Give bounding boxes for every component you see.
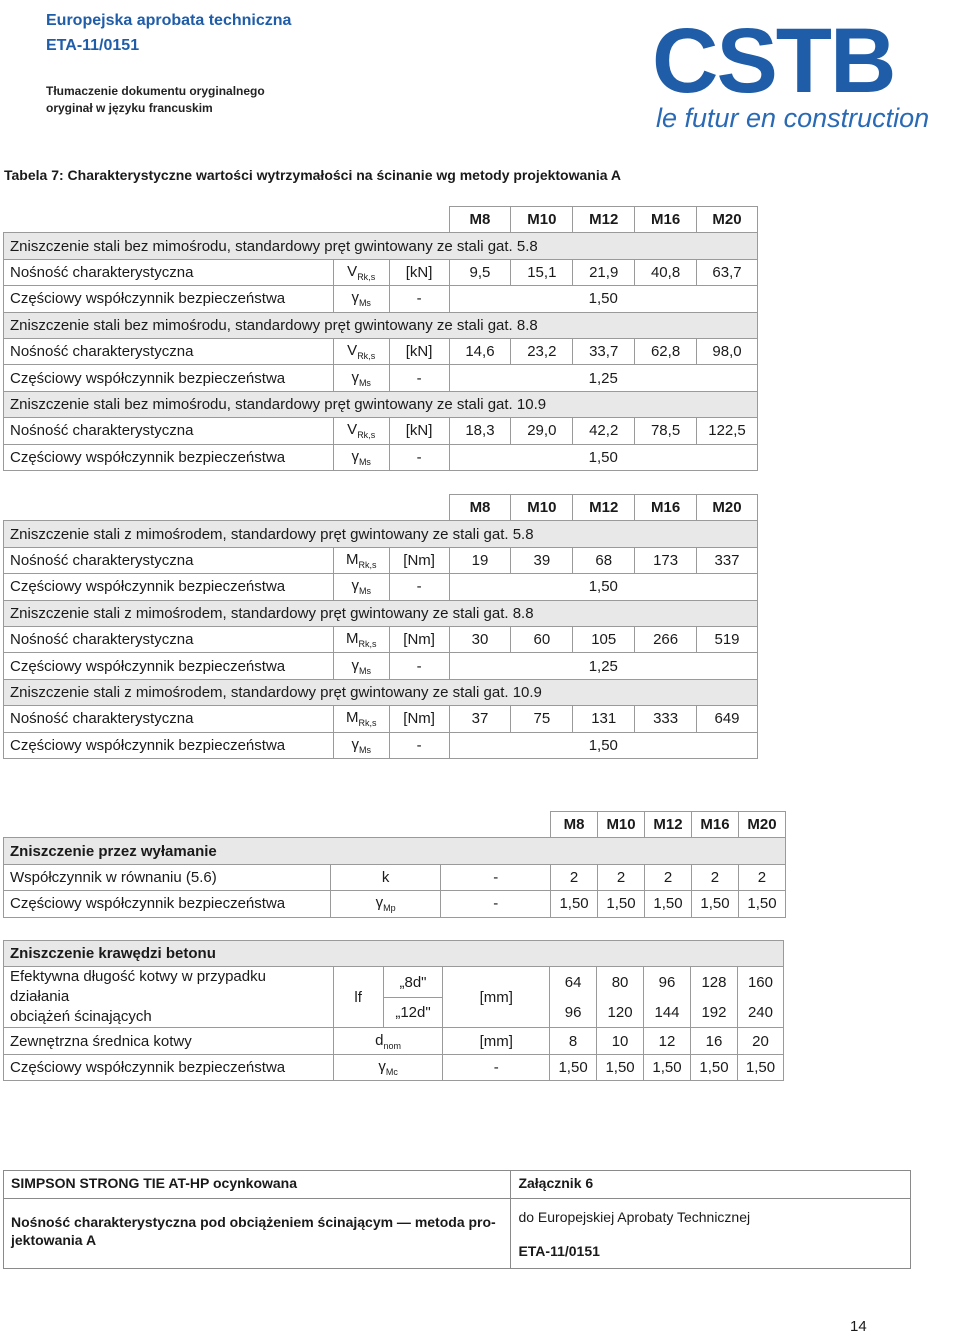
- value-cell: 240: [737, 997, 783, 1028]
- value-cell: 20: [737, 1028, 783, 1054]
- value-cell: 122,5: [697, 418, 758, 444]
- unit: -: [389, 365, 449, 391]
- unit: [kN]: [389, 338, 449, 364]
- table-concrete-edge: [3, 940, 784, 1081]
- unit: [kN]: [389, 418, 449, 444]
- document-number: ETA-11/0151: [46, 37, 140, 54]
- value-cell: 98,0: [697, 338, 758, 364]
- unit: -: [389, 286, 449, 312]
- option-8d: „8d": [383, 967, 443, 998]
- row-label: Nośność charakterystyczna: [4, 626, 334, 652]
- value-cell: 1,50: [644, 1054, 691, 1080]
- value-cell: 40,8: [635, 259, 697, 285]
- value-cell: 18,3: [449, 418, 511, 444]
- annex-description: Nośność charakterystyczna pod obciążeniem ścinającym — metoda pro- jektowania A: [4, 1199, 511, 1269]
- value-cell: 21,9: [573, 259, 635, 285]
- value-cell: 62,8: [635, 338, 697, 364]
- table-steel-with-lever-arm: [3, 494, 758, 759]
- value-cell: 39: [511, 547, 573, 573]
- value-cell: 1,50: [738, 891, 785, 917]
- value-cell: 266: [635, 626, 697, 652]
- row-label: Nośność charakterystyczna: [4, 547, 334, 573]
- page-number: 14: [850, 1318, 867, 1335]
- value-cell: 2: [598, 864, 645, 890]
- value-cell: 1,50: [691, 891, 738, 917]
- symbol-k: k: [330, 864, 441, 890]
- row-label: Współczynnik w równaniu (5.6): [4, 864, 331, 890]
- safety-factor: 1,50: [449, 444, 757, 470]
- table-steel-without-lever-arm: [3, 206, 758, 471]
- value-cell: 78,5: [635, 418, 697, 444]
- unit: -: [441, 864, 551, 890]
- value-cell: 333: [635, 706, 697, 732]
- table-pry-out: [3, 811, 786, 918]
- row-label: Częściowy współczynnik bezpieczeństwa: [4, 286, 334, 312]
- size-header: M16: [691, 812, 738, 838]
- value-cell: 8: [550, 1028, 597, 1054]
- safety-factor: 1,25: [449, 365, 757, 391]
- symbol-gamma-ms: $\gamma_{Ms}$: [333, 653, 389, 679]
- unit: -: [389, 574, 449, 600]
- value-cell: 173: [635, 547, 697, 573]
- value-cell: 10: [597, 1028, 644, 1054]
- value-cell: 1,50: [691, 1054, 738, 1080]
- document-title: Europejska aprobata techniczna: [46, 12, 292, 29]
- value-cell: 1,50: [645, 891, 692, 917]
- size-header: M20: [697, 495, 758, 521]
- symbol-gamma-ms: $\gamma_{Ms}$: [333, 365, 389, 391]
- section-title: Zniszczenie stali z mimośrodem, standardowy pręt gwintowany ze stali gat. 5.8: [4, 521, 758, 547]
- row-label: Częściowy współczynnik bezpieczeństwa: [4, 1054, 334, 1080]
- symbol-lf: lf: [333, 967, 383, 1028]
- unit: -: [389, 732, 449, 758]
- value-cell: 75: [511, 706, 573, 732]
- value-cell: 37: [449, 706, 511, 732]
- value-cell: 16: [691, 1028, 738, 1054]
- value-cell: 2: [738, 864, 785, 890]
- unit: [Nm]: [389, 547, 449, 573]
- value-cell: 1,50: [737, 1054, 783, 1080]
- symbol-mrks: $M_{Rk,s}$: [333, 547, 389, 573]
- value-cell: 9,5: [449, 259, 511, 285]
- translation-note: Tłumaczenie dokumentu oryginalnego: [46, 84, 265, 98]
- value-cell: 42,2: [573, 418, 635, 444]
- annex-label: Załącznik 6: [511, 1171, 911, 1199]
- size-header: M8: [449, 207, 511, 233]
- value-cell: 96: [644, 967, 691, 998]
- size-header: M16: [635, 495, 697, 521]
- value-cell: 33,7: [573, 338, 635, 364]
- row-label: Częściowy współczynnik bezpieczeństwa: [4, 574, 334, 600]
- row-label: Nośność charakterystyczna: [4, 418, 334, 444]
- section-title: Zniszczenie stali bez mimośrodu, standardowy pręt gwintowany ze stali gat. 8.8: [4, 312, 758, 338]
- value-cell: 63,7: [697, 259, 758, 285]
- size-header: M12: [573, 495, 635, 521]
- size-header: M16: [635, 207, 697, 233]
- value-cell: 192: [691, 997, 738, 1028]
- value-cell: 64: [550, 967, 597, 998]
- value-cell: 128: [691, 967, 738, 998]
- value-cell: 60: [511, 626, 573, 652]
- row-label: Częściowy współczynnik bezpieczeństwa: [4, 732, 334, 758]
- value-cell: 68: [573, 547, 635, 573]
- size-header: M12: [645, 812, 692, 838]
- value-cell: 14,6: [449, 338, 511, 364]
- value-cell: 120: [597, 997, 644, 1028]
- symbol-dnom: $d_{nom}$: [333, 1028, 443, 1054]
- section-title: Zniszczenie stali bez mimośrodu, standardowy pręt gwintowany ze stali gat. 10.9: [4, 391, 758, 417]
- row-label: Nośność charakterystyczna: [4, 259, 334, 285]
- symbol-gamma-ms: $\gamma_{Ms}$: [333, 286, 389, 312]
- value-cell: 23,2: [511, 338, 573, 364]
- size-header: M8: [551, 812, 598, 838]
- row-label: Efektywna długość kotwy w przypadku działania obciążeń ścinających: [4, 967, 334, 1028]
- unit: [Nm]: [389, 706, 449, 732]
- value-cell: 2: [645, 864, 692, 890]
- symbol-vrks: $V_{Rk,s}$: [333, 418, 389, 444]
- unit: [kN]: [389, 259, 449, 285]
- value-cell: 12: [644, 1028, 691, 1054]
- value-cell: 1,50: [551, 891, 598, 917]
- row-label: Nośność charakterystyczna: [4, 338, 334, 364]
- value-cell: 105: [573, 626, 635, 652]
- symbol-gamma-mc: $\gamma_{Mc}$: [333, 1054, 443, 1080]
- value-cell: 1,50: [597, 1054, 644, 1080]
- symbol-gamma-mp: $\gamma_{Mp}$: [330, 891, 441, 917]
- section-title: Zniszczenie stali z mimośrodem, standardowy pręt gwintowany ze stali gat. 8.8: [4, 600, 758, 626]
- safety-factor: 1,50: [449, 732, 757, 758]
- row-label: Częściowy współczynnik bezpieczeństwa: [4, 365, 334, 391]
- logo-text: CSTB: [652, 10, 895, 112]
- original-language-note: oryginał w języku francuskim: [46, 101, 213, 115]
- annex-reference: do Europejskiej Aprobaty Technicznej ETA-11/0151: [511, 1199, 911, 1269]
- value-cell: 519: [697, 626, 758, 652]
- value-cell: 15,1: [511, 259, 573, 285]
- value-cell: 30: [449, 626, 511, 652]
- value-cell: 2: [691, 864, 738, 890]
- section-title: Zniszczenie przez wyłamanie: [4, 838, 786, 864]
- symbol-gamma-ms: $\gamma_{Ms}$: [333, 732, 389, 758]
- logo-tagline: le futur en construction: [656, 103, 930, 133]
- section-title: Zniszczenie stali z mimośrodem, standardowy pręt gwintowany ze stali gat. 10.9: [4, 679, 758, 705]
- value-cell: 1,50: [598, 891, 645, 917]
- symbol-mrks: $M_{Rk,s}$: [333, 626, 389, 652]
- unit: -: [389, 444, 449, 470]
- unit: [mm]: [443, 1028, 550, 1054]
- symbol-gamma-ms: $\gamma_{Ms}$: [333, 574, 389, 600]
- size-header: M8: [449, 495, 511, 521]
- option-12d: „12d": [383, 997, 443, 1028]
- safety-factor: 1,50: [449, 286, 757, 312]
- value-cell: 144: [644, 997, 691, 1028]
- unit: -: [443, 1054, 550, 1080]
- value-cell: 80: [597, 967, 644, 998]
- symbol-vrks: $V_{Rk,s}$: [333, 259, 389, 285]
- product-name: SIMPSON STRONG TIE AT-HP ocynkowana: [4, 1171, 511, 1199]
- size-header: M20: [738, 812, 785, 838]
- table-caption: Tabela 7: Charakterystyczne wartości wytrzymałości na ścinanie wg metody projektowania A: [4, 167, 621, 183]
- size-header: M12: [573, 207, 635, 233]
- safety-factor: 1,25: [449, 653, 757, 679]
- section-title: Zniszczenie stali bez mimośrodu, standardowy pręt gwintowany ze stali gat. 5.8: [4, 233, 758, 259]
- unit: -: [441, 891, 551, 917]
- size-header: M10: [598, 812, 645, 838]
- value-cell: 29,0: [511, 418, 573, 444]
- row-label: Częściowy współczynnik bezpieczeństwa: [4, 444, 334, 470]
- symbol-mrks: $M_{Rk,s}$: [333, 706, 389, 732]
- annex-footer: [3, 1170, 911, 1269]
- row-label: Częściowy współczynnik bezpieczeństwa: [4, 653, 334, 679]
- value-cell: 649: [697, 706, 758, 732]
- safety-factor: 1,50: [449, 574, 757, 600]
- value-cell: 2: [551, 864, 598, 890]
- symbol-gamma-ms: $\gamma_{Ms}$: [333, 444, 389, 470]
- value-cell: 96: [550, 997, 597, 1028]
- row-label: Nośność charakterystyczna: [4, 706, 334, 732]
- value-cell: 337: [697, 547, 758, 573]
- value-cell: 131: [573, 706, 635, 732]
- size-header: M20: [697, 207, 758, 233]
- cstb-logo: [624, 0, 958, 145]
- row-label: Częściowy współczynnik bezpieczeństwa: [4, 891, 331, 917]
- value-cell: 160: [737, 967, 783, 998]
- size-header: M10: [511, 495, 573, 521]
- symbol-vrks: $V_{Rk,s}$: [333, 338, 389, 364]
- row-label: Zewnętrzna średnica kotwy: [4, 1028, 334, 1054]
- value-cell: 1,50: [550, 1054, 597, 1080]
- size-header: M10: [511, 207, 573, 233]
- unit: [mm]: [443, 967, 550, 1028]
- unit: [Nm]: [389, 626, 449, 652]
- section-title: Zniszczenie krawędzi betonu: [4, 941, 784, 967]
- value-cell: 19: [449, 547, 511, 573]
- unit: -: [389, 653, 449, 679]
